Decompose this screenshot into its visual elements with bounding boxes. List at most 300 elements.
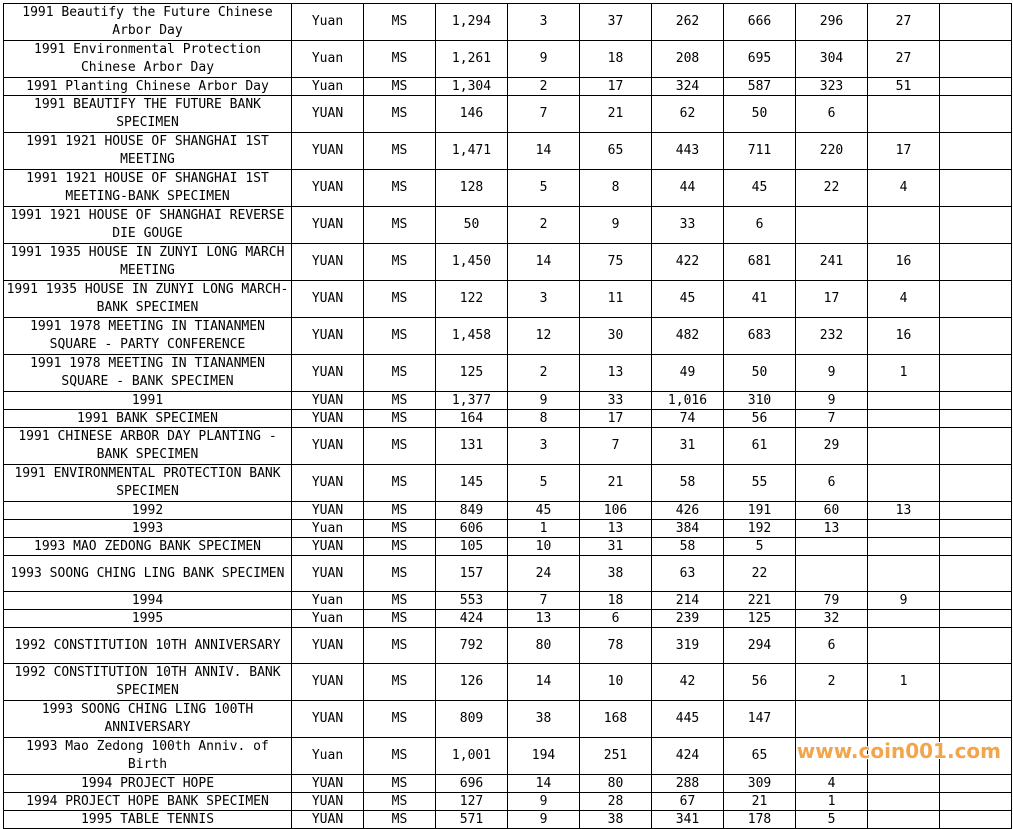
cell-population[interactable]: 128 [436, 170, 508, 207]
cell-grade-col-5[interactable]: 2 [796, 664, 868, 701]
cell-grade-col-6[interactable]: 27 [868, 4, 940, 41]
cell-grade-col-1[interactable]: 13 [508, 610, 580, 628]
cell-item-name[interactable]: 1991 1935 HOUSE IN ZUNYI LONG MARCH-BANK SPECIMEN [4, 281, 292, 318]
cell-grade-col-4[interactable]: 6 [724, 207, 796, 244]
cell-population[interactable]: 1,294 [436, 4, 508, 41]
cell-grade-col-7[interactable] [940, 41, 1012, 78]
cell-grade-col-3[interactable]: 1,016 [652, 392, 724, 410]
cell-grade-col-1[interactable]: 14 [508, 664, 580, 701]
cell-population[interactable]: 131 [436, 428, 508, 465]
cell-item-name[interactable]: 1992 [4, 502, 292, 520]
cell-population[interactable]: 1,450 [436, 244, 508, 281]
cell-unit[interactable]: Yuan [292, 41, 364, 78]
cell-item-name[interactable]: 1992 CONSTITUTION 10TH ANNIVERSARY [4, 628, 292, 664]
cell-unit[interactable]: Yuan [292, 592, 364, 610]
cell-grade-col-5[interactable]: 296 [796, 4, 868, 41]
cell-grade-col-6[interactable] [868, 520, 940, 538]
cell-grade-col-1[interactable]: 2 [508, 355, 580, 392]
cell-grade[interactable]: MS [364, 775, 436, 793]
cell-grade[interactable]: MS [364, 793, 436, 811]
cell-grade-col-3[interactable]: 49 [652, 355, 724, 392]
cell-grade-col-3[interactable]: 324 [652, 78, 724, 96]
cell-grade-col-2[interactable]: 9 [580, 207, 652, 244]
cell-grade-col-7[interactable] [940, 811, 1012, 829]
cell-grade-col-6[interactable] [868, 775, 940, 793]
cell-population[interactable]: 606 [436, 520, 508, 538]
cell-grade-col-4[interactable]: 45 [724, 170, 796, 207]
cell-grade-col-5[interactable] [796, 538, 868, 556]
cell-grade-col-5[interactable]: 6 [796, 465, 868, 502]
cell-item-name[interactable]: 1992 CONSTITUTION 10TH ANNIV. BANK SPECIMEN [4, 664, 292, 701]
cell-grade[interactable]: MS [364, 244, 436, 281]
cell-grade-col-7[interactable] [940, 465, 1012, 502]
cell-grade[interactable]: MS [364, 556, 436, 592]
cell-grade-col-2[interactable]: 17 [580, 78, 652, 96]
cell-grade-col-7[interactable] [940, 556, 1012, 592]
cell-grade-col-3[interactable]: 67 [652, 793, 724, 811]
cell-grade-col-1[interactable]: 2 [508, 207, 580, 244]
cell-grade-col-6[interactable]: 16 [868, 244, 940, 281]
cell-grade-col-2[interactable]: 80 [580, 775, 652, 793]
cell-grade-col-3[interactable]: 45 [652, 281, 724, 318]
cell-grade-col-1[interactable]: 3 [508, 428, 580, 465]
cell-grade[interactable]: MS [364, 133, 436, 170]
cell-grade[interactable]: MS [364, 428, 436, 465]
cell-item-name[interactable]: 1991 1921 HOUSE OF SHANGHAI REVERSE DIE GOUGE [4, 207, 292, 244]
cell-unit[interactable]: YUAN [292, 133, 364, 170]
cell-grade-col-2[interactable]: 38 [580, 556, 652, 592]
cell-grade-col-4[interactable]: 65 [724, 738, 796, 775]
cell-population[interactable]: 125 [436, 355, 508, 392]
cell-grade-col-2[interactable]: 17 [580, 410, 652, 428]
cell-unit[interactable]: YUAN [292, 96, 364, 133]
cell-grade-col-5[interactable]: 22 [796, 170, 868, 207]
cell-grade-col-3[interactable]: 424 [652, 738, 724, 775]
cell-grade-col-5[interactable]: 4 [796, 775, 868, 793]
cell-grade-col-6[interactable] [868, 207, 940, 244]
cell-grade-col-7[interactable] [940, 133, 1012, 170]
cell-grade-col-7[interactable] [940, 355, 1012, 392]
cell-grade[interactable]: MS [364, 170, 436, 207]
cell-grade-col-3[interactable]: 262 [652, 4, 724, 41]
cell-grade-col-6[interactable]: 4 [868, 281, 940, 318]
cell-grade-col-7[interactable] [940, 502, 1012, 520]
cell-grade-col-6[interactable]: 16 [868, 318, 940, 355]
cell-grade-col-5[interactable]: 6 [796, 628, 868, 664]
cell-item-name[interactable]: 1991 Environmental Protection Chinese Arbor Day [4, 41, 292, 78]
cell-grade-col-6[interactable] [868, 410, 940, 428]
cell-unit[interactable]: YUAN [292, 775, 364, 793]
cell-population[interactable]: 1,261 [436, 41, 508, 78]
cell-item-name[interactable]: 1991 BANK SPECIMEN [4, 410, 292, 428]
cell-grade-col-7[interactable] [940, 4, 1012, 41]
cell-population[interactable]: 849 [436, 502, 508, 520]
cell-grade-col-3[interactable]: 58 [652, 465, 724, 502]
cell-grade-col-4[interactable]: 41 [724, 281, 796, 318]
cell-grade-col-5[interactable] [796, 207, 868, 244]
cell-item-name[interactable]: 1993 MAO ZEDONG BANK SPECIMEN [4, 538, 292, 556]
cell-grade-col-1[interactable]: 5 [508, 170, 580, 207]
cell-unit[interactable]: YUAN [292, 428, 364, 465]
cell-population[interactable]: 145 [436, 465, 508, 502]
cell-grade-col-3[interactable]: 208 [652, 41, 724, 78]
cell-grade-col-6[interactable]: 9 [868, 592, 940, 610]
cell-unit[interactable]: YUAN [292, 392, 364, 410]
cell-grade-col-6[interactable] [868, 628, 940, 664]
cell-grade-col-4[interactable]: 309 [724, 775, 796, 793]
cell-unit[interactable]: Yuan [292, 4, 364, 41]
cell-population[interactable]: 50 [436, 207, 508, 244]
cell-grade-col-1[interactable]: 9 [508, 793, 580, 811]
cell-grade-col-3[interactable]: 482 [652, 318, 724, 355]
cell-grade-col-5[interactable]: 79 [796, 592, 868, 610]
cell-grade-col-4[interactable]: 666 [724, 4, 796, 41]
cell-grade-col-7[interactable] [940, 664, 1012, 701]
cell-grade-col-2[interactable]: 37 [580, 4, 652, 41]
cell-grade-col-2[interactable]: 21 [580, 96, 652, 133]
cell-grade-col-4[interactable]: 191 [724, 502, 796, 520]
cell-item-name[interactable]: 1993 [4, 520, 292, 538]
cell-item-name[interactable]: 1991 Beautify the Future Chinese Arbor Day [4, 4, 292, 41]
cell-grade-col-1[interactable]: 2 [508, 78, 580, 96]
cell-grade-col-2[interactable]: 30 [580, 318, 652, 355]
cell-unit[interactable]: YUAN [292, 207, 364, 244]
cell-grade-col-2[interactable]: 18 [580, 592, 652, 610]
cell-grade-col-4[interactable]: 56 [724, 664, 796, 701]
cell-unit[interactable]: Yuan [292, 78, 364, 96]
cell-grade[interactable]: MS [364, 628, 436, 664]
cell-unit[interactable]: YUAN [292, 628, 364, 664]
cell-grade-col-2[interactable]: 21 [580, 465, 652, 502]
cell-grade[interactable]: MS [364, 78, 436, 96]
cell-grade-col-3[interactable]: 319 [652, 628, 724, 664]
cell-population[interactable]: 792 [436, 628, 508, 664]
cell-item-name[interactable]: 1991 1921 HOUSE OF SHANGHAI 1ST MEETING-BANK SPECIMEN [4, 170, 292, 207]
cell-grade-col-4[interactable]: 22 [724, 556, 796, 592]
cell-grade-col-2[interactable]: 65 [580, 133, 652, 170]
cell-grade-col-2[interactable]: 78 [580, 628, 652, 664]
cell-grade-col-6[interactable]: 27 [868, 41, 940, 78]
cell-grade-col-7[interactable] [940, 701, 1012, 738]
cell-population[interactable]: 1,471 [436, 133, 508, 170]
cell-grade-col-1[interactable]: 3 [508, 4, 580, 41]
cell-grade-col-5[interactable]: 60 [796, 502, 868, 520]
cell-grade-col-3[interactable]: 288 [652, 775, 724, 793]
cell-grade-col-1[interactable]: 10 [508, 538, 580, 556]
cell-grade-col-7[interactable] [940, 538, 1012, 556]
cell-unit[interactable]: YUAN [292, 170, 364, 207]
cell-grade-col-6[interactable]: 1 [868, 355, 940, 392]
cell-grade-col-6[interactable] [868, 465, 940, 502]
cell-grade-col-7[interactable] [940, 318, 1012, 355]
cell-grade[interactable]: MS [364, 738, 436, 775]
cell-grade-col-6[interactable] [868, 538, 940, 556]
cell-grade-col-6[interactable]: 1 [868, 664, 940, 701]
cell-grade-col-2[interactable]: 38 [580, 811, 652, 829]
cell-grade-col-7[interactable] [940, 170, 1012, 207]
cell-grade-col-4[interactable]: 192 [724, 520, 796, 538]
cell-population[interactable]: 146 [436, 96, 508, 133]
cell-grade-col-4[interactable]: 50 [724, 96, 796, 133]
cell-grade-col-1[interactable]: 14 [508, 775, 580, 793]
cell-grade[interactable]: MS [364, 355, 436, 392]
cell-grade-col-3[interactable]: 384 [652, 520, 724, 538]
cell-grade-col-7[interactable] [940, 775, 1012, 793]
cell-item-name[interactable]: 1991 CHINESE ARBOR DAY PLANTING - BANK SPECIMEN [4, 428, 292, 465]
cell-grade-col-1[interactable]: 14 [508, 133, 580, 170]
cell-grade-col-7[interactable] [940, 793, 1012, 811]
cell-grade-col-5[interactable]: 5 [796, 811, 868, 829]
cell-grade-col-7[interactable] [940, 428, 1012, 465]
cell-grade[interactable]: MS [364, 392, 436, 410]
cell-grade[interactable]: MS [364, 811, 436, 829]
cell-grade[interactable]: MS [364, 610, 436, 628]
cell-item-name[interactable]: 1993 SOONG CHING LING 100TH ANNIVERSARY [4, 701, 292, 738]
cell-population[interactable]: 105 [436, 538, 508, 556]
cell-grade-col-5[interactable]: 6 [796, 96, 868, 133]
cell-grade-col-2[interactable]: 8 [580, 170, 652, 207]
cell-grade-col-4[interactable]: 310 [724, 392, 796, 410]
cell-grade[interactable]: MS [364, 4, 436, 41]
cell-grade-col-5[interactable]: 9 [796, 355, 868, 392]
cell-grade[interactable]: MS [364, 410, 436, 428]
cell-grade[interactable]: MS [364, 96, 436, 133]
cell-grade-col-3[interactable]: 31 [652, 428, 724, 465]
cell-population[interactable]: 809 [436, 701, 508, 738]
cell-grade-col-1[interactable]: 80 [508, 628, 580, 664]
cell-grade-col-7[interactable] [940, 392, 1012, 410]
cell-population[interactable]: 696 [436, 775, 508, 793]
cell-grade-col-5[interactable]: 32 [796, 610, 868, 628]
cell-grade-col-3[interactable]: 63 [652, 556, 724, 592]
cell-grade-col-2[interactable]: 106 [580, 502, 652, 520]
cell-grade[interactable]: MS [364, 538, 436, 556]
cell-grade-col-5[interactable] [796, 556, 868, 592]
cell-unit[interactable]: YUAN [292, 318, 364, 355]
cell-grade-col-6[interactable]: 17 [868, 133, 940, 170]
cell-grade-col-3[interactable]: 422 [652, 244, 724, 281]
cell-grade-col-3[interactable]: 58 [652, 538, 724, 556]
cell-grade-col-4[interactable]: 125 [724, 610, 796, 628]
cell-item-name[interactable]: 1994 PROJECT HOPE BANK SPECIMEN [4, 793, 292, 811]
cell-grade-col-4[interactable]: 50 [724, 355, 796, 392]
cell-grade-col-4[interactable]: 21 [724, 793, 796, 811]
cell-grade-col-1[interactable]: 9 [508, 811, 580, 829]
cell-item-name[interactable]: 1994 [4, 592, 292, 610]
cell-grade-col-5[interactable] [796, 701, 868, 738]
cell-grade[interactable]: MS [364, 465, 436, 502]
cell-grade-col-2[interactable]: 10 [580, 664, 652, 701]
cell-grade-col-1[interactable]: 7 [508, 96, 580, 133]
cell-item-name[interactable]: 1991 1935 HOUSE IN ZUNYI LONG MARCH MEETING [4, 244, 292, 281]
cell-grade-col-2[interactable]: 75 [580, 244, 652, 281]
cell-grade-col-7[interactable] [940, 520, 1012, 538]
cell-grade-col-4[interactable]: 221 [724, 592, 796, 610]
cell-grade-col-6[interactable] [868, 701, 940, 738]
cell-grade-col-4[interactable]: 294 [724, 628, 796, 664]
cell-grade-col-3[interactable]: 74 [652, 410, 724, 428]
cell-grade-col-7[interactable] [940, 628, 1012, 664]
cell-unit[interactable]: YUAN [292, 465, 364, 502]
cell-grade-col-7[interactable] [940, 610, 1012, 628]
cell-grade-col-3[interactable]: 44 [652, 170, 724, 207]
cell-grade[interactable]: MS [364, 592, 436, 610]
cell-unit[interactable]: YUAN [292, 502, 364, 520]
cell-grade-col-4[interactable]: 55 [724, 465, 796, 502]
cell-population[interactable]: 1,304 [436, 78, 508, 96]
cell-grade-col-4[interactable]: 683 [724, 318, 796, 355]
cell-grade-col-7[interactable] [940, 281, 1012, 318]
cell-item-name[interactable]: 1991 1978 MEETING IN TIANANMEN SQUARE - BANK SPECIMEN [4, 355, 292, 392]
cell-grade-col-5[interactable]: 241 [796, 244, 868, 281]
cell-grade-col-1[interactable]: 8 [508, 410, 580, 428]
cell-unit[interactable]: Yuan [292, 610, 364, 628]
cell-grade-col-6[interactable] [868, 556, 940, 592]
cell-grade-col-2[interactable]: 13 [580, 355, 652, 392]
cell-grade-col-5[interactable]: 7 [796, 410, 868, 428]
cell-grade-col-1[interactable]: 5 [508, 465, 580, 502]
cell-population[interactable]: 1,001 [436, 738, 508, 775]
cell-grade-col-3[interactable]: 426 [652, 502, 724, 520]
cell-grade-col-3[interactable]: 214 [652, 592, 724, 610]
cell-grade-col-7[interactable] [940, 244, 1012, 281]
cell-grade-col-5[interactable]: 232 [796, 318, 868, 355]
cell-grade-col-2[interactable]: 251 [580, 738, 652, 775]
cell-grade-col-1[interactable]: 3 [508, 281, 580, 318]
cell-grade-col-4[interactable]: 695 [724, 41, 796, 78]
cell-grade-col-5[interactable]: 220 [796, 133, 868, 170]
cell-grade-col-6[interactable] [868, 610, 940, 628]
cell-item-name[interactable]: 1993 Mao Zedong 100th Anniv. of Birth [4, 738, 292, 775]
cell-grade-col-1[interactable]: 7 [508, 592, 580, 610]
cell-grade-col-7[interactable] [940, 207, 1012, 244]
cell-grade-col-5[interactable]: 304 [796, 41, 868, 78]
cell-item-name[interactable]: 1991 1921 HOUSE OF SHANGHAI 1ST MEETING [4, 133, 292, 170]
cell-grade-col-6[interactable] [868, 96, 940, 133]
cell-population[interactable]: 1,458 [436, 318, 508, 355]
cell-grade-col-1[interactable]: 9 [508, 41, 580, 78]
cell-unit[interactable]: YUAN [292, 538, 364, 556]
cell-grade-col-7[interactable] [940, 96, 1012, 133]
cell-grade-col-1[interactable]: 38 [508, 701, 580, 738]
cell-grade-col-3[interactable]: 445 [652, 701, 724, 738]
cell-grade-col-3[interactable]: 33 [652, 207, 724, 244]
cell-grade-col-4[interactable]: 711 [724, 133, 796, 170]
cell-grade-col-6[interactable]: 13 [868, 502, 940, 520]
cell-population[interactable]: 157 [436, 556, 508, 592]
cell-unit[interactable]: YUAN [292, 701, 364, 738]
cell-grade-col-6[interactable]: 4 [868, 170, 940, 207]
cell-grade-col-4[interactable]: 5 [724, 538, 796, 556]
cell-grade-col-2[interactable]: 18 [580, 41, 652, 78]
cell-item-name[interactable]: 1991 BEAUTIFY THE FUTURE BANK SPECIMEN [4, 96, 292, 133]
cell-item-name[interactable]: 1991 1978 MEETING IN TIANANMEN SQUARE - PARTY CONFERENCE [4, 318, 292, 355]
cell-item-name[interactable]: 1991 [4, 392, 292, 410]
cell-item-name[interactable]: 1993 SOONG CHING LING BANK SPECIMEN [4, 556, 292, 592]
cell-item-name[interactable]: 1991 Planting Chinese Arbor Day [4, 78, 292, 96]
cell-grade-col-3[interactable]: 42 [652, 664, 724, 701]
cell-grade-col-2[interactable]: 6 [580, 610, 652, 628]
cell-grade-col-2[interactable]: 168 [580, 701, 652, 738]
cell-grade[interactable]: MS [364, 41, 436, 78]
cell-grade-col-4[interactable]: 61 [724, 428, 796, 465]
cell-population[interactable]: 126 [436, 664, 508, 701]
cell-item-name[interactable]: 1995 TABLE TENNIS [4, 811, 292, 829]
cell-population[interactable]: 127 [436, 793, 508, 811]
cell-grade-col-3[interactable]: 341 [652, 811, 724, 829]
cell-unit[interactable]: YUAN [292, 556, 364, 592]
cell-population[interactable]: 571 [436, 811, 508, 829]
cell-unit[interactable]: Yuan [292, 738, 364, 775]
cell-grade-col-7[interactable] [940, 592, 1012, 610]
cell-item-name[interactable]: 1995 [4, 610, 292, 628]
cell-grade-col-3[interactable]: 62 [652, 96, 724, 133]
cell-unit[interactable]: YUAN [292, 664, 364, 701]
cell-population[interactable]: 424 [436, 610, 508, 628]
cell-item-name[interactable]: 1994 PROJECT HOPE [4, 775, 292, 793]
cell-grade-col-6[interactable]: 51 [868, 78, 940, 96]
cell-grade[interactable]: MS [364, 502, 436, 520]
cell-grade-col-2[interactable]: 11 [580, 281, 652, 318]
cell-grade-col-2[interactable]: 13 [580, 520, 652, 538]
cell-grade-col-6[interactable] [868, 811, 940, 829]
cell-grade[interactable]: MS [364, 664, 436, 701]
cell-unit[interactable]: YUAN [292, 410, 364, 428]
cell-grade-col-2[interactable]: 33 [580, 392, 652, 410]
cell-grade-col-4[interactable]: 147 [724, 701, 796, 738]
cell-unit[interactable]: YUAN [292, 281, 364, 318]
cell-grade-col-1[interactable]: 45 [508, 502, 580, 520]
cell-grade-col-4[interactable]: 587 [724, 78, 796, 96]
cell-grade-col-5[interactable]: 323 [796, 78, 868, 96]
cell-unit[interactable]: YUAN [292, 244, 364, 281]
cell-grade-col-1[interactable]: 14 [508, 244, 580, 281]
cell-grade-col-5[interactable]: 1 [796, 793, 868, 811]
cell-population[interactable]: 553 [436, 592, 508, 610]
cell-grade[interactable]: MS [364, 207, 436, 244]
cell-unit[interactable]: Yuan [292, 520, 364, 538]
cell-grade-col-6[interactable] [868, 793, 940, 811]
cell-grade-col-1[interactable]: 194 [508, 738, 580, 775]
cell-grade-col-6[interactable] [868, 392, 940, 410]
cell-grade[interactable]: MS [364, 318, 436, 355]
cell-grade-col-5[interactable]: 9 [796, 392, 868, 410]
cell-unit[interactable]: YUAN [292, 811, 364, 829]
cell-grade-col-1[interactable]: 12 [508, 318, 580, 355]
cell-grade-col-4[interactable]: 56 [724, 410, 796, 428]
cell-grade-col-2[interactable]: 7 [580, 428, 652, 465]
cell-unit[interactable]: YUAN [292, 355, 364, 392]
cell-grade-col-1[interactable]: 24 [508, 556, 580, 592]
cell-population[interactable]: 1,377 [436, 392, 508, 410]
cell-item-name[interactable]: 1991 ENVIRONMENTAL PROTECTION BANK SPECIMEN [4, 465, 292, 502]
cell-grade-col-7[interactable] [940, 78, 1012, 96]
cell-grade-col-4[interactable]: 681 [724, 244, 796, 281]
cell-grade-col-3[interactable]: 443 [652, 133, 724, 170]
cell-grade-col-5[interactable]: 29 [796, 428, 868, 465]
cell-grade-col-1[interactable]: 9 [508, 392, 580, 410]
cell-grade-col-6[interactable] [868, 428, 940, 465]
cell-population[interactable]: 122 [436, 281, 508, 318]
cell-grade-col-1[interactable]: 1 [508, 520, 580, 538]
cell-grade-col-3[interactable]: 239 [652, 610, 724, 628]
cell-grade[interactable]: MS [364, 520, 436, 538]
cell-grade-col-5[interactable]: 17 [796, 281, 868, 318]
cell-grade-col-5[interactable]: 13 [796, 520, 868, 538]
cell-grade-col-2[interactable]: 28 [580, 793, 652, 811]
cell-grade-col-2[interactable]: 31 [580, 538, 652, 556]
cell-population[interactable]: 164 [436, 410, 508, 428]
